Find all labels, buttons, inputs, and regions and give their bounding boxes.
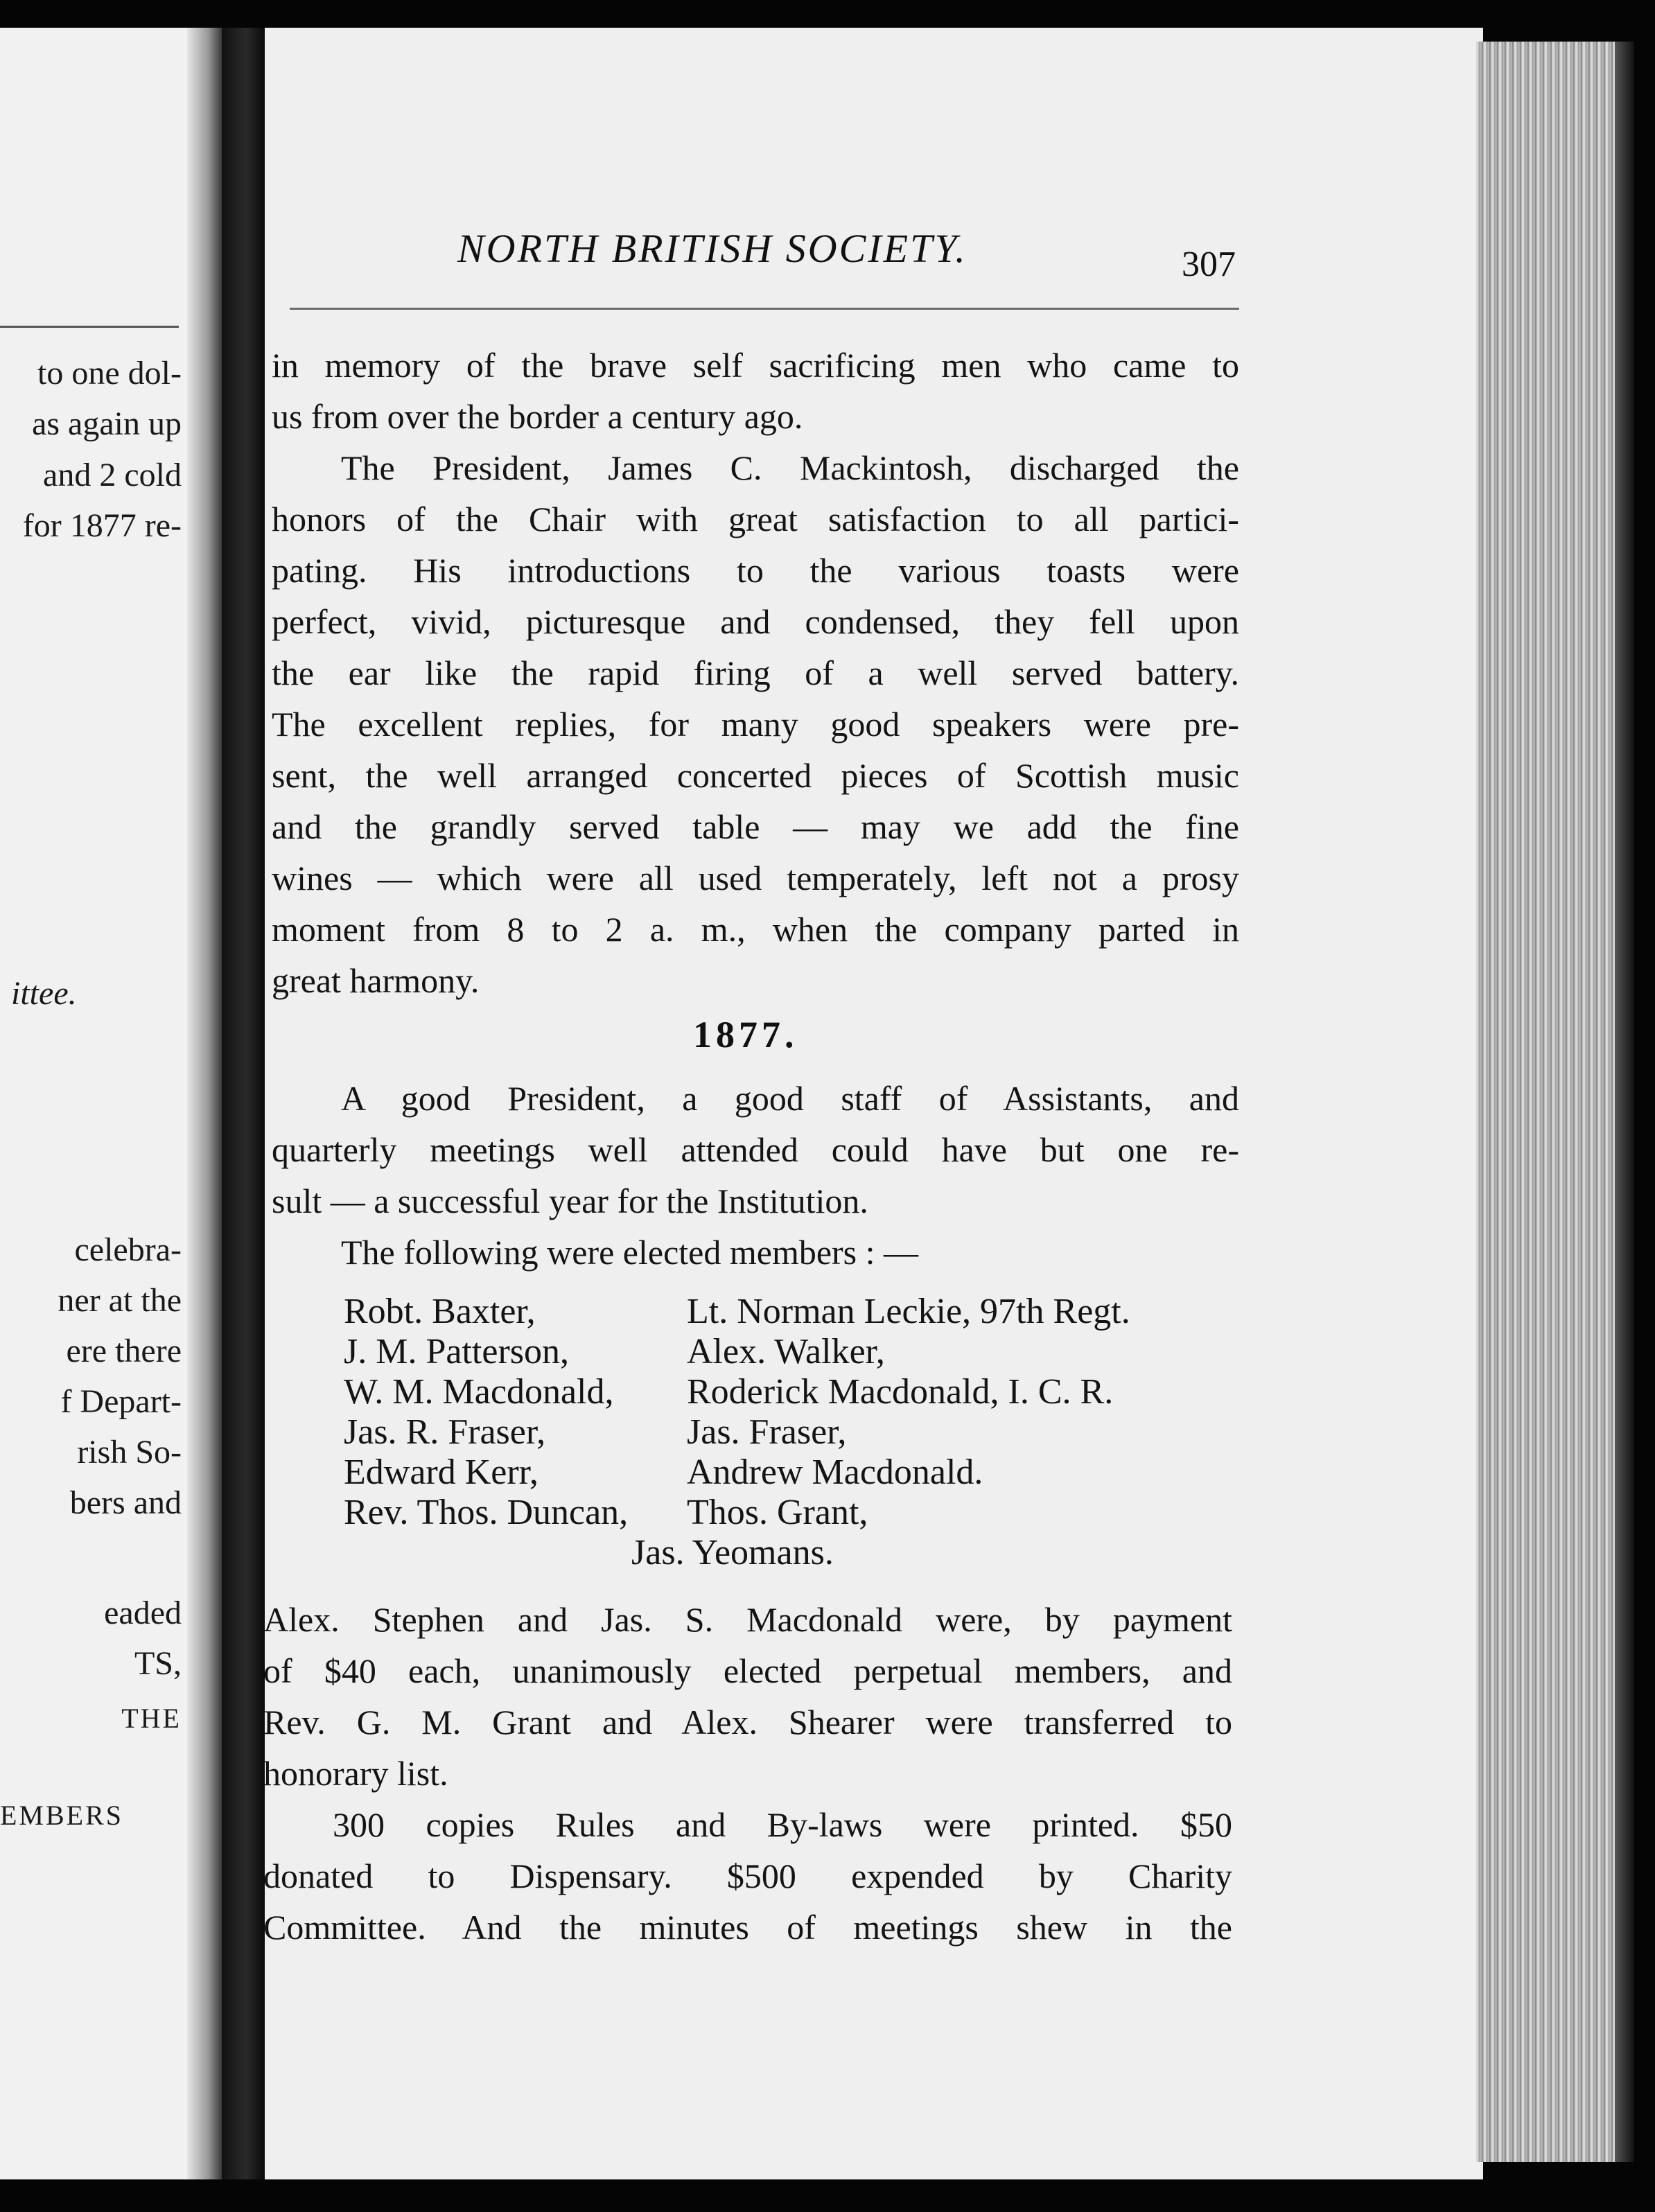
text-line: A good President, a good staff of Assistants, and xyxy=(341,1079,1239,1118)
year-heading: 1877. xyxy=(693,1014,798,1055)
left-page-rule xyxy=(0,326,179,328)
member-name: Edward Kerr, xyxy=(344,1452,538,1492)
member-name: Lt. Norman Leckie, 97th Regt. xyxy=(687,1292,1130,1331)
text-line: pating. His introductions to the various toasts were xyxy=(272,551,1239,590)
text-line: perfect, vivid, picturesque and condensed, they fell upon xyxy=(272,602,1239,641)
left-page-fragment: ner at the xyxy=(58,1282,182,1319)
text-line: The President, James C. Mackintosh, discharged the xyxy=(341,448,1239,487)
text-line: honors of the Chair with great satisfaction to all partici- xyxy=(272,500,1239,538)
text-line: in memory of the brave self sacrificing men who came to xyxy=(272,346,1239,385)
member-name: Andrew Macdonald. xyxy=(687,1452,983,1492)
left-page-fragment: ere there xyxy=(66,1333,182,1369)
text-line: Alex. Stephen and Jas. S. Macdonald were, by payment xyxy=(263,1600,1232,1639)
left-page-fragment: THE xyxy=(121,1703,182,1734)
left-page-fragment: TS, xyxy=(134,1645,182,1682)
body-text-bottom xyxy=(263,1799,1232,1953)
text-line: The following were elected members : — xyxy=(341,1233,919,1272)
text-line: sent, the well arranged concerted pieces of Scottish music xyxy=(272,756,1239,795)
left-page-gutter xyxy=(187,28,222,2179)
body-text-middle xyxy=(272,1073,1239,1227)
left-page-fragment: f Depart- xyxy=(60,1383,182,1420)
text-line: The excellent replies, for many good speakers were pre- xyxy=(272,705,1239,744)
text-line: of $40 each, unanimously elected perpetual members, and xyxy=(263,1651,1232,1690)
member-name: Roderick Macdonald, I. C. R. xyxy=(687,1372,1114,1412)
member-name: Thos. Grant, xyxy=(687,1493,868,1532)
left-page-fragment: for 1877 re- xyxy=(22,507,182,544)
text-line: great harmony. xyxy=(272,961,480,1000)
text-line: Rev. G. M. Grant and Alex. Shearer were transferred to xyxy=(263,1703,1232,1741)
left-page-fragment: to one dol- xyxy=(37,355,182,392)
running-head: NORTH BRITISH SOCIETY. xyxy=(457,226,967,271)
text-line: 300 copies Rules and By-laws were printed. $50 xyxy=(333,1805,1232,1844)
member-name: J. M. Patterson, xyxy=(344,1332,569,1371)
header-rule xyxy=(290,308,1239,310)
page-edges xyxy=(1476,42,1634,2162)
members-intro xyxy=(272,1227,1239,1278)
text-line: honorary list. xyxy=(263,1754,448,1793)
text-line: Committee. And the minutes of meetings shew in the xyxy=(263,1908,1232,1947)
text-line: us from over the border a century ago. xyxy=(272,397,803,436)
page-number: 307 xyxy=(1182,245,1236,284)
member-name: Robt. Baxter, xyxy=(344,1292,536,1331)
text-line: the ear like the rapid firing of a well served battery. xyxy=(272,653,1239,692)
member-name: Jas. Yeomans. xyxy=(631,1533,834,1572)
left-page-fragment: ittee. xyxy=(11,975,77,1012)
left-page xyxy=(0,28,222,2179)
member-name: Jas. Fraser, xyxy=(687,1412,847,1452)
left-page-fragment: rish So- xyxy=(77,1434,182,1471)
text-line: sult — a successful year for the Institution. xyxy=(272,1182,868,1220)
member-name: Jas. R. Fraser, xyxy=(344,1412,546,1452)
text-line: donated to Dispensary. $500 expended by Charity xyxy=(263,1857,1232,1895)
text-line: wines — which were all used temperately, left not a prosy xyxy=(272,859,1239,897)
left-page-fragment: as again up xyxy=(32,405,182,442)
member-name: Rev. Thos. Duncan, xyxy=(344,1493,629,1532)
body-text-lower xyxy=(263,1594,1232,1799)
text-line: and the grandly served table — may we add the fine xyxy=(272,807,1239,846)
body-text-top xyxy=(272,340,1239,1006)
text-line: quarterly meetings well attended could have but one re- xyxy=(272,1130,1239,1169)
text-line: moment from 8 to 2 a. m., when the company parted in xyxy=(272,910,1239,949)
left-page-fragment: eaded xyxy=(104,1595,182,1631)
page-edges-shadow xyxy=(1615,42,1634,2162)
left-page-fragment: celebra- xyxy=(74,1231,182,1268)
left-page-fragment: EMBERS xyxy=(0,1800,124,1831)
left-page-fragment: and 2 cold xyxy=(43,457,182,493)
left-page-fragment: bers and xyxy=(69,1484,182,1521)
member-name: W. M. Macdonald, xyxy=(344,1372,614,1412)
member-name: Alex. Walker, xyxy=(687,1332,885,1371)
